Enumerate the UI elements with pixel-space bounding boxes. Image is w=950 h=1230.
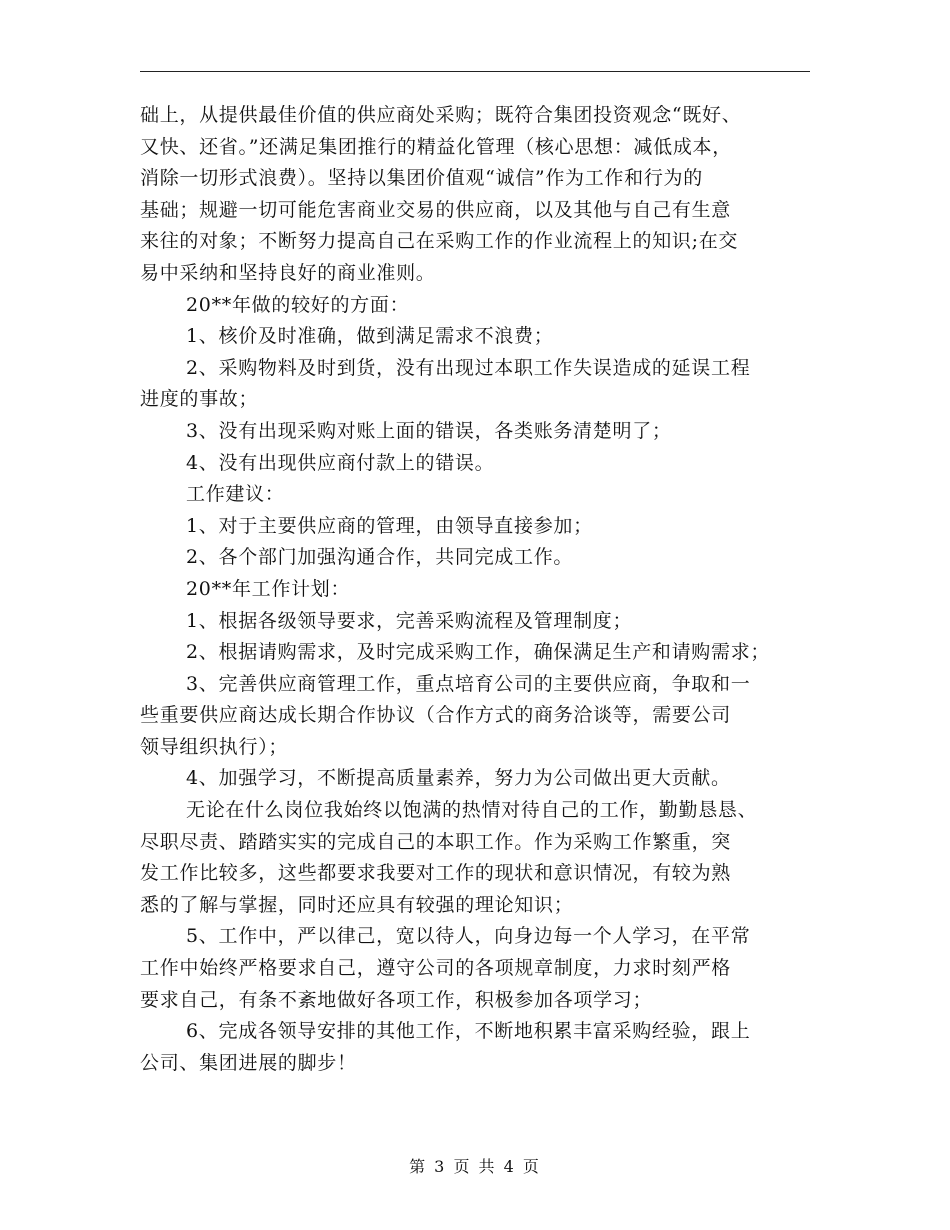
text-line: 发工作比较多，这些都要求我要对工作的现状和意识情况，有较为熟 — [140, 862, 732, 885]
text-line: 2、采购物料及时到货，没有出现过本职工作失误造成的延误工程 — [186, 356, 751, 379]
text-line: 工作建议： — [186, 483, 285, 506]
text-line: 无论在什么岗位我始终以饱满的热情对待自己的工作，勤勤恳恳、 — [186, 799, 758, 822]
text-line: 来往的对象；不断努力提高自己在采购工作的作业流程上的知识;在交 — [140, 230, 739, 253]
text-line: 基础；规避一切可能危害商业交易的供应商，以及其他与自己有生意 — [140, 198, 732, 221]
text-line: 尽职尽责、踏踏实实的完成自己的本职工作。作为采购工作繁重，突 — [140, 830, 732, 853]
text-line: 2、根据请购需求，及时完成采购工作，确保满足生产和请购需求； — [186, 641, 771, 664]
text-line: 1、对于主要供应商的管理，由领导直接参加； — [186, 514, 593, 537]
text-line: 进度的事故； — [140, 388, 259, 411]
text-line: 5、工作中，严以律己，宽以待人，向身边每一个人学习，在平常 — [186, 925, 751, 948]
text-line: 些重要供应商达成长期合作协议（合作方式的商务洽谈等，需要公司 — [140, 704, 732, 727]
text-line: 悉的了解与掌握，同时还应具有较强的理论知识； — [140, 893, 574, 916]
text-line: 消除一切形式浪费）。坚持以集团价值观“诚信”作为工作和行为的 — [140, 167, 703, 190]
text-line: 1、根据各级领导要求，完善采购流程及管理制度； — [186, 609, 633, 632]
page-footer: 第 3 页 共 4 页 — [409, 1157, 541, 1176]
text-line: 20**年工作计划： — [186, 577, 351, 600]
text-line: 公司、集团进展的脚步！ — [140, 1051, 357, 1074]
text-line: 20**年做的较好的方面： — [186, 293, 410, 316]
header-rule — [140, 71, 810, 72]
text-line: 领导组织执行）； — [140, 735, 289, 758]
text-line: 工作中始终严格要求自己，遵守公司的各项规章制度，力求时刻严格 — [140, 957, 732, 980]
text-line: 3、完善供应商管理工作，重点培育公司的主要供应商，争取和一 — [186, 672, 751, 695]
text-line: 础上，从提供最佳价值的供应商处采购；既符合集团投资观念“既好、 — [140, 104, 742, 126]
text-line: 6、完成各领导安排的其他工作，不断地积累丰富采购经验，跟上 — [186, 1020, 751, 1043]
text-line: 4、加强学习，不断提高质量素养，努力为公司做出更大贡献。 — [186, 767, 731, 790]
text-line: 1、核价及时准确，做到满足需求不浪费； — [186, 325, 554, 348]
text-line: 2、各个部门加强沟通合作，共同完成工作。 — [186, 546, 574, 569]
text-line: 易中采纳和坚持良好的商业准则。 — [140, 261, 436, 284]
text-line: 3、没有出现采购对账上面的错误，各类账务清楚明了； — [186, 419, 672, 442]
document-body — [140, 100, 812, 1079]
text-line: 又快、还省。”还满足集团推行的精益化管理（核心思想：减低成本， — [140, 135, 732, 158]
text-line: 4、没有出现供应商付款上的错误。 — [186, 451, 495, 474]
text-line: 要求自己，有条不紊地做好各项工作，积极参加各项学习； — [140, 988, 653, 1011]
